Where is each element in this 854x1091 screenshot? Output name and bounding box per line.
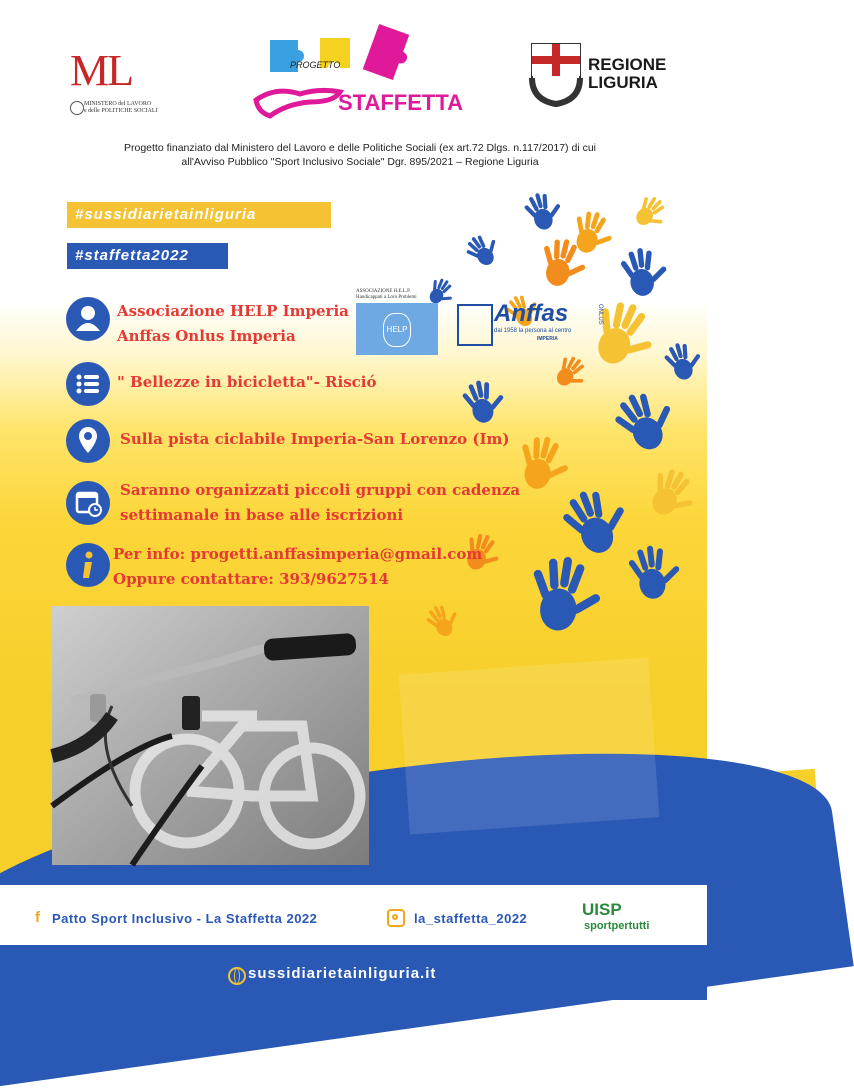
faded-panel [399,657,660,834]
ministry-logo [60,45,160,125]
ministry-caption-line2: e delle POLITICHE SOCIALI [84,108,158,114]
facebook-icon[interactable]: f [35,909,40,926]
calendar-icon [66,481,110,525]
liguria-shield-icon [528,40,584,108]
hand-shape [661,337,707,384]
activity-text: " Bellezze in bicicletta"- Risció [117,373,377,391]
ministry-initials [70,45,132,96]
help-logo-image [356,303,438,355]
info-icon [66,543,110,587]
user-icon [66,297,110,341]
hashtag-staffetta: #staffetta2022 [67,243,228,269]
hand-shape [528,554,605,634]
info-text [113,542,482,592]
location-text: Sulla pista ciclabile Imperia-San Lorenzo (Im) [120,430,510,448]
help-logo-header: ASSOCIAZIONE H.E.L.P. [356,289,411,294]
ministry-caption [84,101,164,115]
hand-shape [618,244,671,299]
bicycle-photo [52,606,369,865]
hand-shape [550,351,593,395]
info-email[interactable]: Per info: progetti.anffasimperia@gmail.com [113,545,483,563]
anffas-city: IMPERIA [537,336,558,342]
hand-shape [555,478,637,562]
staffetta-logo [250,22,464,122]
hand-shape [459,375,509,427]
anffas-logo [457,300,607,350]
facebook-page-link[interactable]: Patto Sport Inclusivo - La Staffetta 2022 [52,911,318,926]
list-icon [66,362,110,406]
hand-shape [521,187,567,234]
funding-statement [70,141,650,169]
hand-shape [422,598,464,641]
regione-line2: LIGURIA [588,73,658,92]
hand-shape [568,207,618,259]
hand-shape [629,191,673,235]
ministry-caption-line1: MINISTERO del LAVORO [84,101,152,107]
info-phone[interactable]: Oppure contattare: 393/9627514 [113,570,389,588]
anffas-mark-icon [457,304,493,346]
republic-seal-icon [70,101,84,115]
anffas-onlus: ONLUS [597,304,603,325]
uisp-subtitle: sportpertutti [584,920,650,932]
uisp-logo [582,900,672,940]
funding-line1: Progetto finanziato dal Ministero del Lavoro e delle Politiche Sociali (ex art.72 Dlgs. n.117/2017) di cui [124,142,596,154]
funding-line2: all'Avviso Pubblico "Sport Inclusivo Sociale" Dgr. 895/2021 – Regione Liguria [181,156,539,168]
ministry-initials-text: ML [70,46,132,95]
uisp-title: UISP [582,900,622,919]
organizers-text [117,299,349,349]
schedule-line2: settimanale in base alle iscrizioni [120,506,404,524]
organizer-anffas: Anffas Onlus Imperia [117,327,296,345]
schedule-line1: Saranno organizzati piccoli gruppi con cadenza [120,481,521,499]
help-logo-mark: HELP [383,313,411,347]
website-link[interactable]: sussidiarietainliguria.it [248,965,437,982]
schedule-text [120,478,520,528]
instagram-icon[interactable] [387,909,405,927]
help-logo-subheader: Handicappati a Loro Problemi [356,295,417,300]
hand-shape [515,433,574,494]
hashtag-sussidiarieta: #sussidiarietainliguria [67,202,331,228]
regione-liguria-logo [528,40,668,110]
regione-name [588,56,666,92]
anffas-tagline: dal 1958 la persona al centro [494,328,572,334]
hand-shape [607,380,685,459]
instagram-handle-link[interactable]: la_staffetta_2022 [414,911,528,926]
staffetta-small-label: PROGETTO [290,60,341,70]
regione-line1: REGIONE [588,55,667,74]
anffas-word: Anffas [494,300,569,327]
hand-shape [625,541,684,602]
help-logo [356,289,438,359]
hand-shape [642,462,704,525]
staffetta-title: STAFFETTA [338,90,464,115]
location-pin-icon [66,419,110,463]
globe-icon [228,967,246,985]
hand-shape [461,227,505,271]
organizer-help: Associazione HELP Imperia [117,302,349,320]
